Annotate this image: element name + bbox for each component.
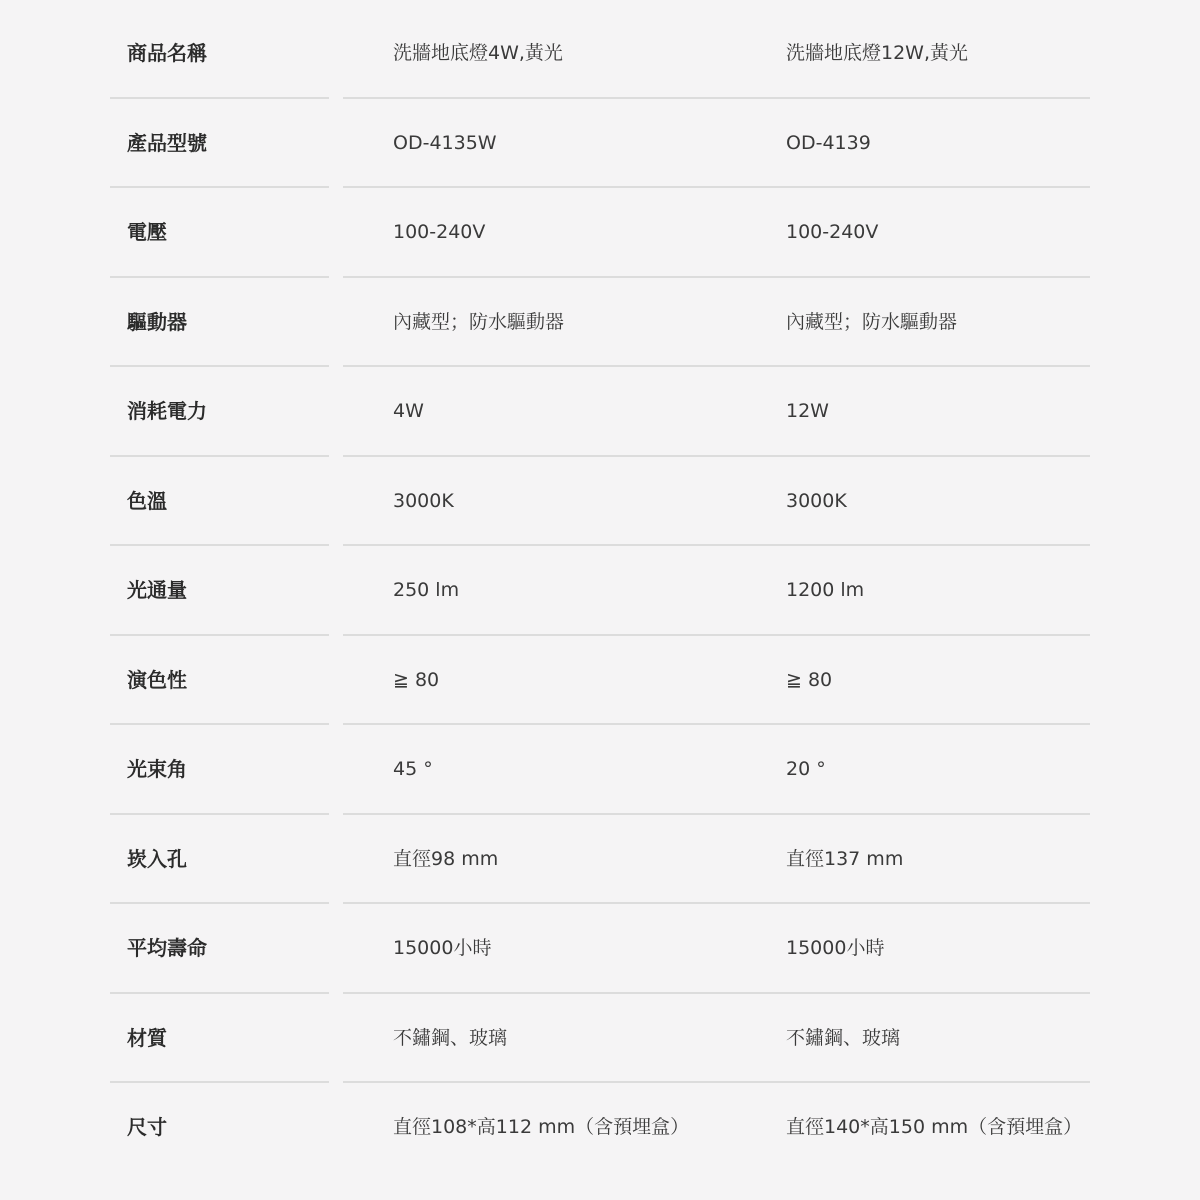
spec-value-od-4135w: 100-240V	[393, 221, 486, 243]
spec-value-od-4139: 直徑140*高150 mm（含預埋盒）	[786, 1116, 1083, 1138]
spec-label: 演色性	[127, 667, 187, 692]
spec-row	[0, 994, 1200, 1084]
spec-row	[0, 546, 1200, 636]
spec-row	[0, 99, 1200, 189]
spec-row	[0, 278, 1200, 368]
spec-row	[0, 188, 1200, 278]
spec-value-od-4135w: 內藏型；防水驅動器	[393, 310, 565, 333]
spec-value-od-4139: 15000小時	[786, 937, 885, 959]
spec-value-od-4135w: 直徑108*高112 mm（含預埋盒）	[393, 1116, 690, 1138]
spec-row	[0, 1083, 1200, 1173]
spec-value-od-4139: 內藏型；防水驅動器	[786, 310, 958, 333]
spec-value-od-4139: 3000K	[786, 489, 847, 512]
spec-value-od-4139: 不鏽鋼、玻璃	[786, 1026, 901, 1049]
spec-value-od-4139: 洗牆地底燈12W,黃光	[786, 42, 969, 64]
spec-table	[0, 9, 1200, 1173]
spec-label: 光通量	[127, 578, 187, 602]
spec-value-od-4135w: 3000K	[393, 489, 454, 512]
spec-row	[0, 725, 1200, 815]
spec-value-od-4135w: 15000小時	[393, 937, 492, 959]
spec-label: 產品型號	[127, 130, 207, 155]
spec-row	[0, 9, 1200, 99]
spec-label: 消耗電力	[127, 399, 207, 423]
spec-value-od-4139: ≧ 80	[786, 668, 833, 691]
spec-label: 尺寸	[127, 1115, 167, 1139]
spec-value-od-4135w: 直徑98 mm	[393, 847, 499, 870]
spec-value-od-4135w: 不鏽鋼、玻璃	[393, 1026, 508, 1049]
spec-label: 崁入孔	[127, 846, 187, 871]
spec-row	[0, 815, 1200, 905]
spec-label: 商品名稱	[127, 41, 207, 65]
spec-value-od-4135w: OD-4135W	[393, 131, 497, 154]
spec-row	[0, 367, 1200, 457]
spec-label: 驅動器	[127, 309, 187, 334]
spec-value-od-4135w: 洗牆地底燈4W,黃光	[393, 42, 563, 64]
spec-value-od-4135w: ≧ 80	[393, 668, 440, 691]
spec-value-od-4139: 直徑137 mm	[786, 847, 904, 870]
spec-label: 色溫	[127, 488, 167, 513]
spec-value-od-4135w: 250 lm	[393, 579, 460, 601]
spec-value-od-4139: 20 °	[786, 758, 826, 780]
spec-row	[0, 636, 1200, 726]
spec-label: 材質	[127, 1025, 167, 1050]
spec-label: 光束角	[127, 757, 187, 781]
spec-value-od-4139: 100-240V	[786, 221, 879, 243]
spec-label: 電壓	[127, 220, 167, 244]
spec-value-od-4135w: 45 °	[393, 758, 433, 780]
spec-row	[0, 457, 1200, 547]
spec-value-od-4139: OD-4139	[786, 131, 871, 154]
spec-value-od-4135w: 4W	[393, 400, 424, 422]
spec-value-od-4139: 1200 lm	[786, 579, 865, 601]
spec-value-od-4139: 12W	[786, 400, 829, 422]
spec-label: 平均壽命	[127, 936, 207, 960]
spec-row	[0, 904, 1200, 994]
